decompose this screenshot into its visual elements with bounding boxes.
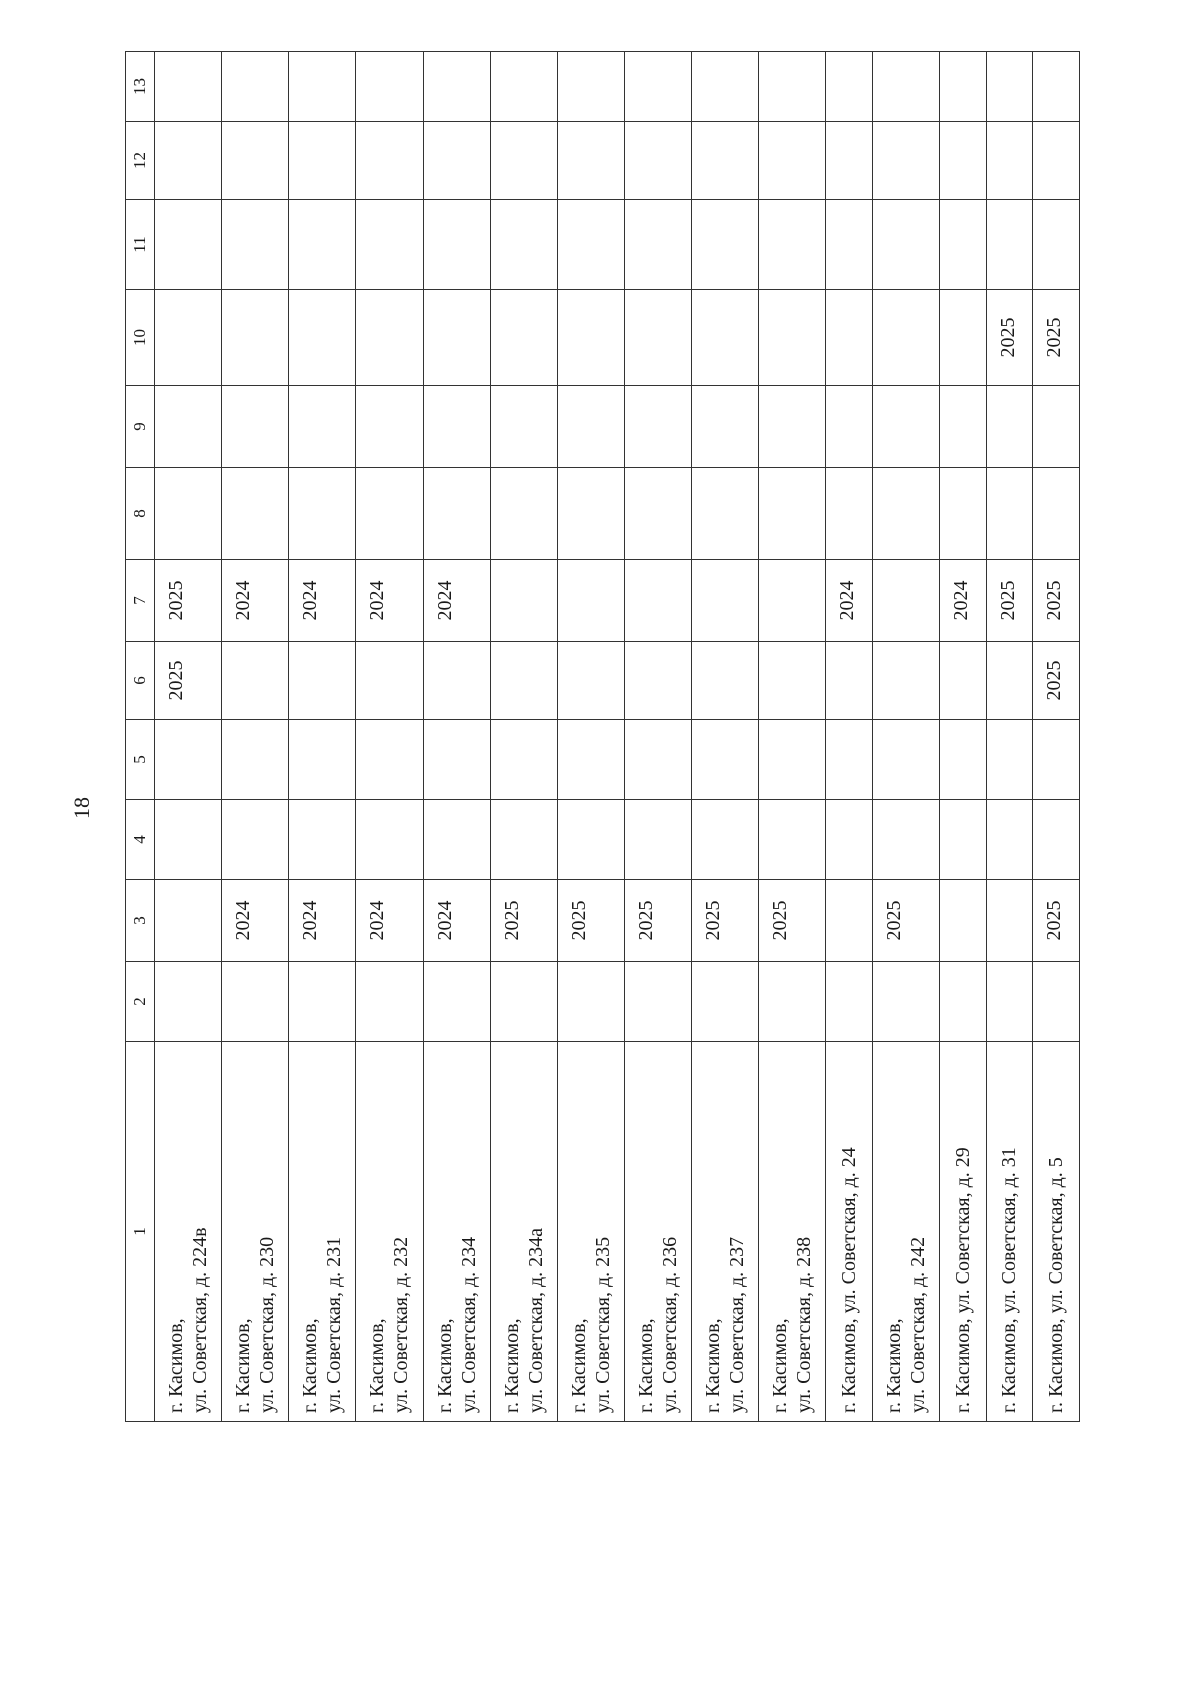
year-cell: 2024	[356, 880, 423, 962]
year-cell	[826, 800, 873, 880]
year-cell	[1033, 962, 1080, 1042]
year-cell	[692, 800, 759, 880]
year-cell: 2025	[1033, 880, 1080, 962]
year-cell	[826, 468, 873, 560]
year-cell	[872, 720, 939, 800]
year-cell	[557, 122, 624, 200]
table-row	[222, 52, 289, 1422]
year-cell	[1033, 720, 1080, 800]
year-cell	[155, 200, 222, 290]
year-cell	[423, 52, 490, 122]
year-cell	[1033, 122, 1080, 200]
year-cell: 2024	[289, 560, 356, 642]
year-cell	[692, 200, 759, 290]
year-cell	[490, 122, 557, 200]
year-cell	[289, 386, 356, 468]
year-cell	[557, 560, 624, 642]
year-cell: 2024	[356, 560, 423, 642]
year-cell: 2025	[1033, 290, 1080, 386]
table-row	[289, 52, 356, 1422]
year-cell	[356, 642, 423, 720]
year-cell	[289, 52, 356, 122]
year-cell: 2025	[490, 880, 557, 962]
address-cell: г. Касимов, ул. Советская, д. 238	[759, 1042, 826, 1422]
year-cell	[557, 720, 624, 800]
year-cell	[759, 642, 826, 720]
year-cell	[490, 800, 557, 880]
column-header: 13	[126, 52, 155, 122]
year-cell	[940, 880, 987, 962]
year-cell	[692, 560, 759, 642]
header-row	[126, 52, 155, 1422]
column-header: 4	[126, 800, 155, 880]
year-cell	[826, 720, 873, 800]
year-cell: 2025	[155, 642, 222, 720]
year-cell: 2024	[940, 560, 987, 642]
year-cell	[423, 386, 490, 468]
table-row	[759, 52, 826, 1422]
address-cell: г. Касимов, ул. Советская, д. 234	[423, 1042, 490, 1422]
year-cell	[986, 386, 1033, 468]
year-cell: 2025	[872, 880, 939, 962]
year-cell	[759, 386, 826, 468]
year-cell	[826, 200, 873, 290]
year-cell	[557, 386, 624, 468]
year-cell: 2024	[423, 560, 490, 642]
year-cell	[222, 720, 289, 800]
year-cell	[289, 720, 356, 800]
year-cell	[692, 720, 759, 800]
year-cell	[872, 200, 939, 290]
year-cell	[423, 200, 490, 290]
year-cell	[289, 290, 356, 386]
year-cell	[872, 290, 939, 386]
year-cell: 2025	[692, 880, 759, 962]
year-cell	[490, 962, 557, 1042]
year-cell: 2024	[289, 880, 356, 962]
year-cell	[986, 642, 1033, 720]
table-row	[490, 52, 557, 1422]
address-cell: г. Касимов, ул. Советская, д. 5	[1033, 1042, 1080, 1422]
address-cell: г. Касимов, ул. Советская, д. 234а	[490, 1042, 557, 1422]
year-cell	[423, 122, 490, 200]
year-cell	[490, 290, 557, 386]
address-cell: г. Касимов, ул. Советская, д. 224в	[155, 1042, 222, 1422]
year-cell	[1033, 468, 1080, 560]
year-cell	[289, 800, 356, 880]
year-cell	[423, 642, 490, 720]
table-row	[423, 52, 490, 1422]
year-cell	[222, 122, 289, 200]
year-cell	[692, 962, 759, 1042]
address-cell: г. Касимов, ул. Советская, д. 235	[557, 1042, 624, 1422]
year-cell	[356, 468, 423, 560]
year-cell	[692, 290, 759, 386]
year-cell	[423, 468, 490, 560]
year-cell	[872, 962, 939, 1042]
year-cell: 2025	[986, 560, 1033, 642]
year-cell	[826, 880, 873, 962]
year-cell	[1033, 386, 1080, 468]
year-cell	[692, 468, 759, 560]
year-cell	[289, 468, 356, 560]
year-cell	[872, 642, 939, 720]
year-cell	[222, 52, 289, 122]
year-cell	[624, 468, 691, 560]
table-row	[155, 52, 222, 1422]
year-cell	[986, 52, 1033, 122]
year-cell	[356, 800, 423, 880]
year-cell	[557, 642, 624, 720]
year-cell	[155, 386, 222, 468]
year-cell	[356, 720, 423, 800]
year-cell	[872, 122, 939, 200]
year-cell	[624, 642, 691, 720]
table-row	[692, 52, 759, 1422]
year-cell	[940, 468, 987, 560]
year-cell	[692, 122, 759, 200]
year-cell	[155, 720, 222, 800]
year-cell	[222, 800, 289, 880]
column-header: 12	[126, 122, 155, 200]
year-cell: 2024	[222, 880, 289, 962]
year-cell	[557, 290, 624, 386]
year-cell: 2025	[759, 880, 826, 962]
address-cell: г. Касимов, ул. Советская, д. 24	[826, 1042, 873, 1422]
year-cell	[155, 468, 222, 560]
year-cell	[423, 800, 490, 880]
year-cell	[940, 720, 987, 800]
year-cell	[759, 200, 826, 290]
year-cell	[423, 962, 490, 1042]
year-cell	[940, 52, 987, 122]
year-cell	[940, 200, 987, 290]
year-cell	[289, 642, 356, 720]
column-header: 1	[126, 1042, 155, 1422]
table-row	[356, 52, 423, 1422]
year-cell	[624, 122, 691, 200]
year-cell	[986, 122, 1033, 200]
table-row	[557, 52, 624, 1422]
year-cell	[356, 290, 423, 386]
year-cell	[356, 200, 423, 290]
address-cell: г. Касимов, ул. Советская, д. 236	[624, 1042, 691, 1422]
year-cell	[624, 800, 691, 880]
year-cell	[557, 800, 624, 880]
table-row	[1033, 52, 1080, 1422]
year-cell	[423, 290, 490, 386]
year-cell	[624, 962, 691, 1042]
year-cell	[872, 560, 939, 642]
year-cell	[289, 122, 356, 200]
year-cell	[986, 880, 1033, 962]
address-cell: г. Касимов, ул. Советская, д. 29	[940, 1042, 987, 1422]
year-cell	[759, 800, 826, 880]
year-cell	[940, 386, 987, 468]
year-cell	[826, 290, 873, 386]
column-header: 7	[126, 560, 155, 642]
year-cell	[490, 720, 557, 800]
year-cell	[986, 962, 1033, 1042]
year-cell	[356, 386, 423, 468]
year-cell	[940, 642, 987, 720]
column-header: 11	[126, 200, 155, 290]
year-cell	[624, 290, 691, 386]
year-cell	[222, 386, 289, 468]
year-cell	[155, 962, 222, 1042]
year-cell: 2025	[1033, 642, 1080, 720]
year-cell	[356, 962, 423, 1042]
year-cell	[759, 122, 826, 200]
year-cell: 2024	[222, 560, 289, 642]
year-cell	[872, 386, 939, 468]
address-cell: г. Касимов, ул. Советская, д. 242	[872, 1042, 939, 1422]
address-cell: г. Касимов, ул. Советская, д. 230	[222, 1042, 289, 1422]
column-header: 2	[126, 962, 155, 1042]
year-cell: 2025	[1033, 560, 1080, 642]
year-cell	[872, 800, 939, 880]
year-cell	[155, 800, 222, 880]
year-cell	[490, 560, 557, 642]
year-cell	[490, 468, 557, 560]
year-cell: 2024	[826, 560, 873, 642]
year-cell	[423, 720, 490, 800]
year-cell	[624, 200, 691, 290]
column-header: 5	[126, 720, 155, 800]
address-cell: г. Касимов, ул. Советская, д. 237	[692, 1042, 759, 1422]
year-cell	[624, 52, 691, 122]
year-cell	[557, 200, 624, 290]
address-cell: г. Касимов, ул. Советская, д. 31	[986, 1042, 1033, 1422]
year-cell	[759, 560, 826, 642]
year-cell	[289, 200, 356, 290]
year-cell: 2025	[557, 880, 624, 962]
year-cell	[1033, 800, 1080, 880]
year-cell: 2025	[624, 880, 691, 962]
column-header: 9	[126, 386, 155, 468]
year-cell	[826, 642, 873, 720]
table-row	[986, 52, 1033, 1422]
year-cell	[222, 642, 289, 720]
year-cell	[826, 52, 873, 122]
year-cell	[759, 468, 826, 560]
year-cell	[356, 122, 423, 200]
year-cell	[490, 642, 557, 720]
year-cell	[155, 290, 222, 386]
address-cell: г. Касимов, ул. Советская, д. 231	[289, 1042, 356, 1422]
year-cell: 2024	[423, 880, 490, 962]
year-cell	[826, 962, 873, 1042]
year-cell: 2025	[155, 560, 222, 642]
year-cell	[872, 52, 939, 122]
year-cell	[692, 642, 759, 720]
year-cell	[490, 52, 557, 122]
year-cell	[759, 720, 826, 800]
year-cell	[222, 200, 289, 290]
year-cell	[692, 386, 759, 468]
year-cell	[826, 386, 873, 468]
column-header: 8	[126, 468, 155, 560]
year-cell	[155, 880, 222, 962]
year-cell	[940, 962, 987, 1042]
table-row	[624, 52, 691, 1422]
year-cell	[222, 468, 289, 560]
year-cell	[759, 52, 826, 122]
year-cell	[557, 52, 624, 122]
year-cell	[155, 122, 222, 200]
year-cell	[940, 800, 987, 880]
year-cell	[222, 962, 289, 1042]
year-cell	[986, 468, 1033, 560]
year-cell	[986, 720, 1033, 800]
page-number: 18	[69, 797, 94, 819]
table-row	[826, 52, 873, 1422]
year-cell	[222, 290, 289, 386]
year-cell	[940, 122, 987, 200]
schedule-table	[125, 52, 1080, 1422]
year-cell	[557, 962, 624, 1042]
table-row	[940, 52, 987, 1422]
year-cell	[826, 122, 873, 200]
table-row	[872, 52, 939, 1422]
year-cell	[155, 52, 222, 122]
year-cell: 2025	[986, 290, 1033, 386]
year-cell	[289, 962, 356, 1042]
year-cell	[624, 386, 691, 468]
address-cell: г. Касимов, ул. Советская, д. 232	[356, 1042, 423, 1422]
year-cell	[692, 52, 759, 122]
year-cell	[940, 290, 987, 386]
year-cell	[490, 200, 557, 290]
year-cell	[1033, 200, 1080, 290]
column-header: 3	[126, 880, 155, 962]
year-cell	[1033, 52, 1080, 122]
year-cell	[986, 200, 1033, 290]
column-header: 6	[126, 642, 155, 720]
year-cell	[624, 720, 691, 800]
year-cell	[759, 290, 826, 386]
schedule-grid	[125, 51, 1080, 1422]
year-cell	[872, 468, 939, 560]
year-cell	[557, 468, 624, 560]
year-cell	[759, 962, 826, 1042]
year-cell	[624, 560, 691, 642]
column-header: 10	[126, 290, 155, 386]
year-cell	[490, 386, 557, 468]
year-cell	[356, 52, 423, 122]
year-cell	[986, 800, 1033, 880]
